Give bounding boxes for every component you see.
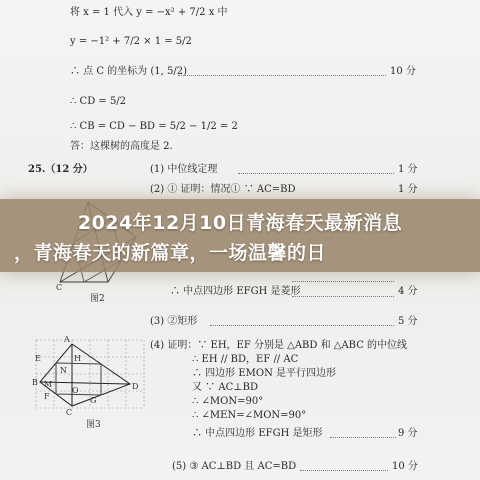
- solution-line: ∴ 四边形 EMON 是平行四边形: [192, 368, 337, 379]
- headline-line-2[interactable]: ，青海春天的新篇章，一场温馨的日: [14, 242, 327, 264]
- solution-line: ∴ ∠MEN=∠MON=90°: [192, 410, 307, 421]
- fig3-point-label: C: [66, 408, 73, 417]
- figure-3-caption: 图3: [86, 420, 101, 430]
- score-mark: 9 分: [398, 428, 418, 439]
- dotted-leader: [238, 173, 394, 174]
- solution-line: ∴ 中点四边形 EFGH 是菱形: [170, 286, 301, 297]
- fig2-point-label: C: [56, 283, 63, 292]
- fig3-point-label: H: [74, 354, 81, 363]
- dotted-leader: [300, 470, 388, 471]
- score-mark: 5 分: [398, 316, 418, 327]
- fig3-point-label: M: [44, 380, 53, 389]
- dotted-leader: [210, 325, 394, 326]
- fig3-point-label: N: [60, 366, 67, 375]
- solution-line: 答：这棵树的高度是 2.: [70, 141, 173, 152]
- solution-line: ∴ ∠MON=90°: [192, 396, 264, 407]
- score-mark: 10 分: [392, 461, 418, 472]
- fig3-point-label: O: [72, 386, 79, 395]
- fig3-point-label: F: [44, 392, 50, 401]
- score-mark: 1 分: [398, 184, 418, 195]
- solution-line: y = −1² + 7/2 × 1 = 5/2: [70, 36, 192, 47]
- figure-2-caption: 图2: [90, 294, 105, 304]
- fig3-point-label: G: [90, 396, 97, 405]
- question-number: 25.（12 分）: [28, 164, 93, 175]
- solution-line: (5) ③ AC⊥BD 且 AC=BD: [172, 461, 297, 472]
- headline-line-1[interactable]: 2024年12月10日青海春天最新消息: [77, 212, 403, 234]
- solution-line: ∴ EH // BD，EF // AC: [192, 354, 299, 365]
- solution-line: 将 x = 1 代入 y = −x² + 7/2 x 中: [70, 7, 228, 18]
- fig3-diagonal-bd: [40, 382, 130, 384]
- solution-line: 又 ∵ AC⊥BD: [192, 382, 259, 393]
- solution-line: (3) ②矩形: [150, 316, 198, 327]
- dotted-leader: [330, 437, 396, 438]
- fig3-point-label: D: [132, 382, 139, 391]
- score-mark: 4 分: [398, 286, 418, 297]
- score-mark: 10 分: [390, 66, 416, 77]
- solution-line: ∴ 点 C 的坐标为 (1, 5/2): [70, 66, 187, 77]
- fig3-point-label: B: [32, 378, 38, 387]
- solution-line: ∴ CD = 5/2: [70, 96, 127, 107]
- fig3-point-label: E: [35, 354, 41, 363]
- solution-line: (1) 中位线定理: [150, 164, 218, 175]
- dotted-leader: [292, 281, 394, 282]
- dotted-leader: [178, 75, 386, 76]
- fig3-point-label: A: [64, 335, 70, 344]
- solution-line: ∴ CB = CD − BD = 5/2 − 1/2 = 2: [70, 121, 238, 132]
- solution-line: ∴ 中点四边形 EFGH 是矩形: [192, 428, 323, 439]
- dotted-leader: [292, 296, 394, 297]
- solution-line: (4) 证明：∵ EH，EF 分别是 △ABD 和 △ABC 的中位线: [150, 340, 408, 351]
- solution-line: (2) ① 证明：情况① ∵ AC=BD: [150, 184, 296, 195]
- score-mark: 1 分: [398, 164, 418, 175]
- fig3-quadrilateral: [40, 344, 130, 406]
